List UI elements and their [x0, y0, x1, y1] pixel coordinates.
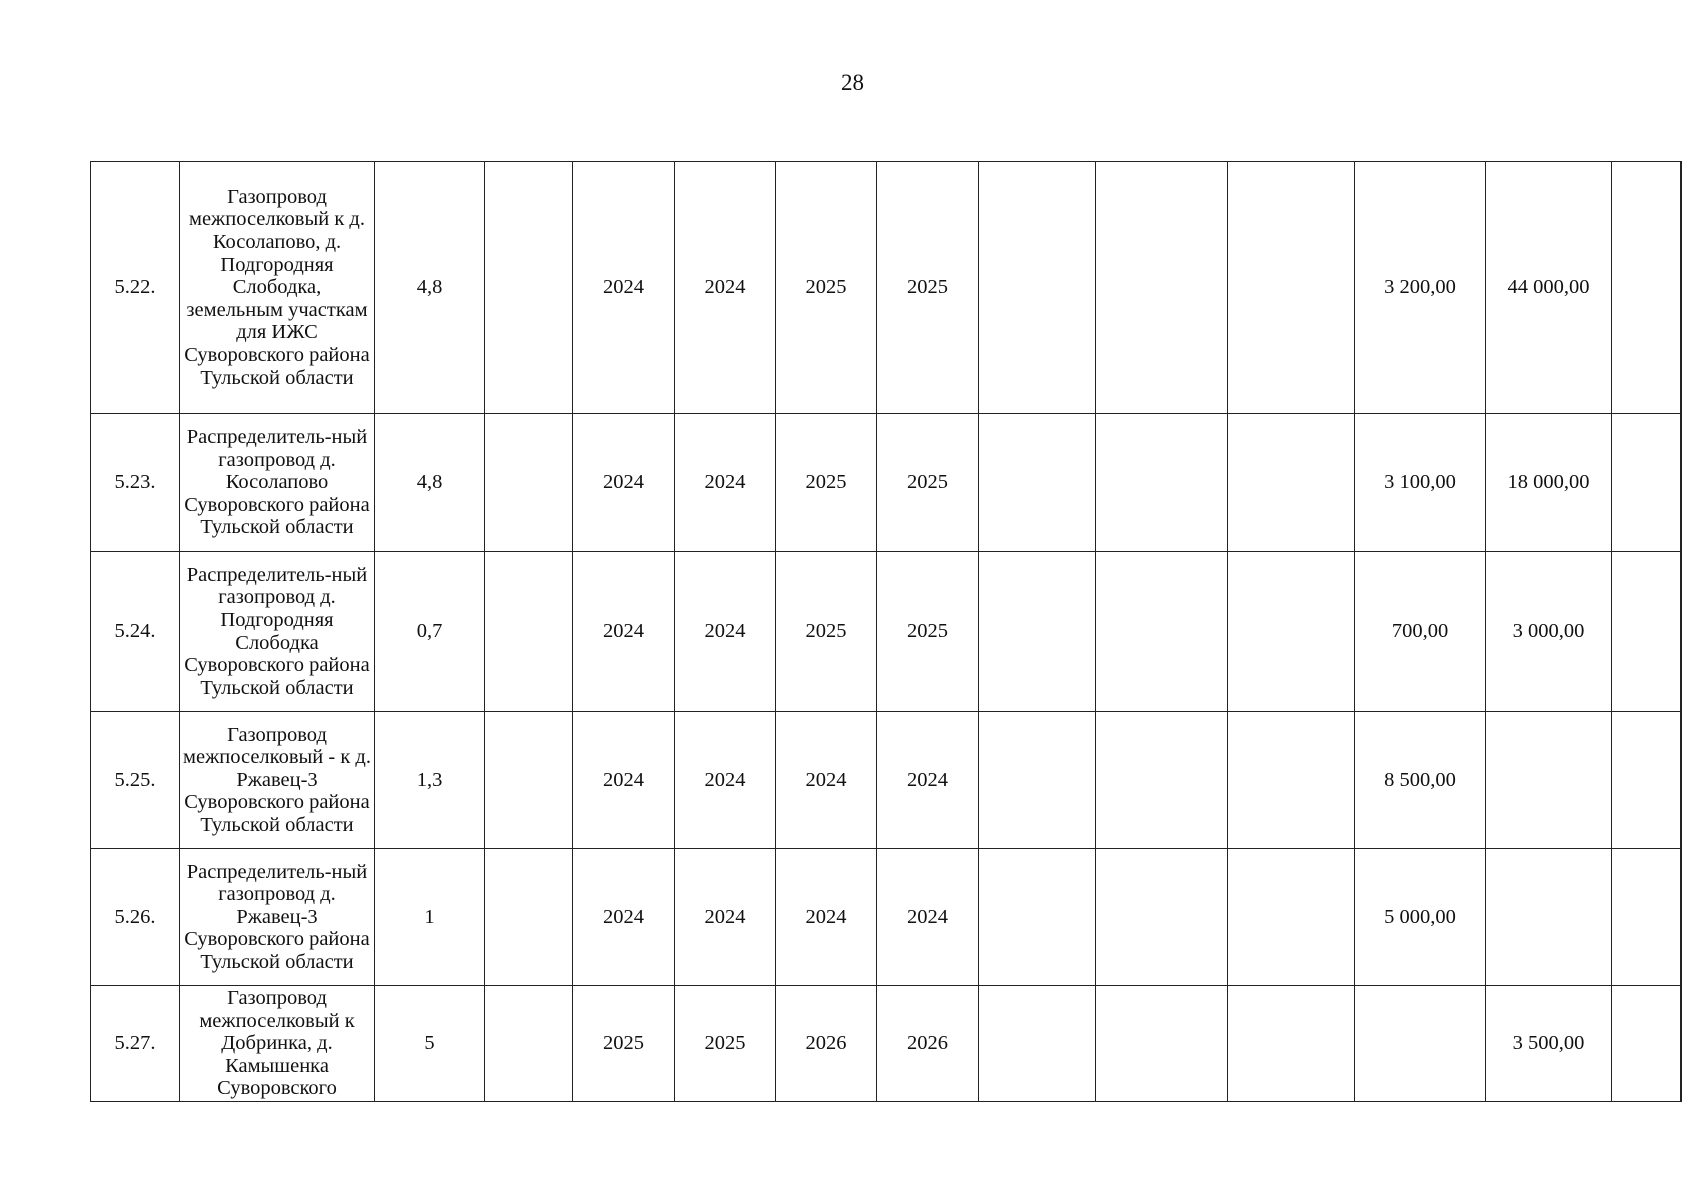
- amount-cell: 700,00: [1355, 552, 1486, 712]
- year-cell: 2024: [573, 849, 675, 986]
- length-km: 4,8: [375, 414, 485, 552]
- empty-cell: [1228, 849, 1355, 986]
- amount-cell: 3 500,00: [1486, 986, 1612, 1102]
- object-name: Газопровод межпоселковый к Добринка, д. Камышенка Суворовского: [180, 986, 375, 1102]
- empty-cell: [1096, 414, 1228, 552]
- table-row: [91, 162, 1681, 414]
- amount-cell: 44 000,00: [1486, 162, 1612, 414]
- year-cell: 2024: [675, 552, 776, 712]
- year-cell: 2024: [776, 849, 877, 986]
- empty-cell: [1612, 414, 1681, 552]
- amount-cell: 3 100,00: [1355, 414, 1486, 552]
- year-cell: 2025: [776, 414, 877, 552]
- length-km: 4,8: [375, 162, 485, 414]
- table-row: [91, 986, 1681, 1102]
- empty-cell: [485, 162, 573, 414]
- row-number: 5.22.: [91, 162, 180, 414]
- amount-cell: 5 000,00: [1355, 849, 1486, 986]
- length-km: 0,7: [375, 552, 485, 712]
- empty-cell: [1612, 712, 1681, 849]
- object-name: Газопровод межпоселковый - к д. Ржавец-3 Суворовского района Тульской области: [180, 712, 375, 849]
- amount-cell: [1355, 986, 1486, 1102]
- amount-cell: 3 000,00: [1486, 552, 1612, 712]
- table-row: [91, 552, 1681, 712]
- empty-cell: [1228, 986, 1355, 1102]
- row-number: 5.27.: [91, 986, 180, 1102]
- table-row: [91, 712, 1681, 849]
- empty-cell: [979, 712, 1096, 849]
- empty-cell: [979, 414, 1096, 552]
- length-km: 1: [375, 849, 485, 986]
- amount-cell: 8 500,00: [1355, 712, 1486, 849]
- row-number: 5.25.: [91, 712, 180, 849]
- empty-cell: [485, 986, 573, 1102]
- empty-cell: [979, 162, 1096, 414]
- empty-cell: [1612, 162, 1681, 414]
- year-cell: 2024: [573, 712, 675, 849]
- year-cell: 2026: [776, 986, 877, 1102]
- year-cell: 2024: [675, 162, 776, 414]
- empty-cell: [1096, 849, 1228, 986]
- empty-cell: [1612, 552, 1681, 712]
- empty-cell: [485, 414, 573, 552]
- length-km: 1,3: [375, 712, 485, 849]
- row-number: 5.23.: [91, 414, 180, 552]
- row-number: 5.24.: [91, 552, 180, 712]
- year-cell: 2024: [675, 414, 776, 552]
- empty-cell: [1096, 986, 1228, 1102]
- year-cell: 2024: [877, 712, 979, 849]
- empty-cell: [979, 552, 1096, 712]
- empty-cell: [979, 849, 1096, 986]
- year-cell: 2025: [776, 552, 877, 712]
- year-cell: 2025: [877, 552, 979, 712]
- empty-cell: [1228, 162, 1355, 414]
- row-number: 5.26.: [91, 849, 180, 986]
- empty-cell: [1096, 712, 1228, 849]
- year-cell: 2025: [675, 986, 776, 1102]
- empty-cell: [1228, 712, 1355, 849]
- year-cell: 2024: [573, 414, 675, 552]
- object-name: Распределитель-ный газопровод д. Косолапово Суворовского района Тульской области: [180, 414, 375, 552]
- object-name: Распределитель-ный газопровод д. Ржавец-3 Суворовского района Тульской области: [180, 849, 375, 986]
- year-cell: 2024: [573, 552, 675, 712]
- empty-cell: [1612, 986, 1681, 1102]
- amount-cell: [1486, 712, 1612, 849]
- empty-cell: [485, 849, 573, 986]
- amount-cell: 18 000,00: [1486, 414, 1612, 552]
- year-cell: 2024: [675, 712, 776, 849]
- year-cell: 2024: [776, 712, 877, 849]
- empty-cell: [1096, 162, 1228, 414]
- empty-cell: [485, 712, 573, 849]
- empty-cell: [1228, 552, 1355, 712]
- object-name: Распределитель-ный газопровод д. Подгородняя Слободка Суворовского района Тульской области: [180, 552, 375, 712]
- empty-cell: [1096, 552, 1228, 712]
- year-cell: 2024: [675, 849, 776, 986]
- amount-cell: [1486, 849, 1612, 986]
- year-cell: 2025: [776, 162, 877, 414]
- year-cell: 2025: [877, 162, 979, 414]
- empty-cell: [1228, 414, 1355, 552]
- empty-cell: [485, 552, 573, 712]
- empty-cell: [979, 986, 1096, 1102]
- year-cell: 2025: [573, 986, 675, 1102]
- table-row: [91, 849, 1681, 986]
- length-km: 5: [375, 986, 485, 1102]
- amount-cell: 3 200,00: [1355, 162, 1486, 414]
- year-cell: 2026: [877, 986, 979, 1102]
- object-name: Газопровод межпоселковый к д. Косолапово, д. Подгородняя Слободка, земельным участкам для ИЖС Суворовского района Тульской области: [180, 162, 375, 414]
- page-number: 28: [841, 70, 864, 95]
- year-cell: 2025: [877, 414, 979, 552]
- year-cell: 2024: [573, 162, 675, 414]
- empty-cell: [1612, 849, 1681, 986]
- table-row: [91, 414, 1681, 552]
- year-cell: 2024: [877, 849, 979, 986]
- investment-table: [90, 161, 1682, 1102]
